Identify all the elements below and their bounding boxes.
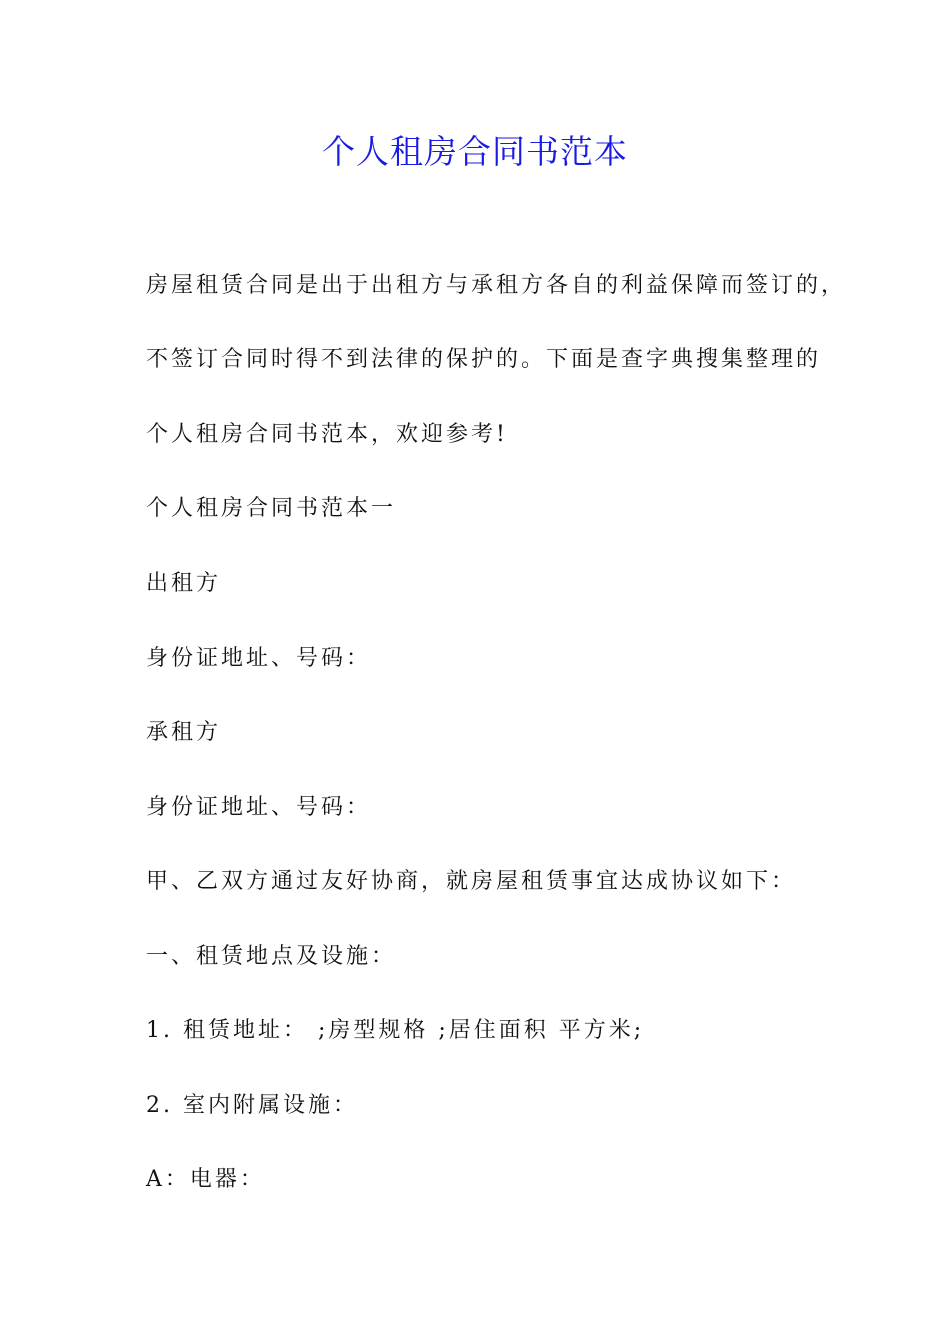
clause-1-item-2: 2. 室内附属设施：: [146, 1093, 358, 1118]
clause-1-item-a: A：电器：: [146, 1167, 265, 1192]
section-heading: 个人租房合同书范本一: [146, 496, 397, 521]
document-title: 个人租房合同书范本: [322, 132, 628, 171]
agreement-intro: 甲、乙双方通过友好协商，就房屋租赁事宜达成协议如下：: [146, 869, 797, 894]
lessor-label: 出租方: [146, 571, 222, 596]
intro-line-3: 个人租房合同书范本，欢迎参考!: [146, 422, 508, 447]
clause-1-item-1: 1. 租赁地址： ;房型规格 ;居住面积 平方米;: [146, 1018, 645, 1043]
intro-line-1: 房屋租赁合同是出于出租方与承租方各自的利益保障而签订的，: [146, 273, 847, 298]
clause-1-heading: 一、租赁地点及设施：: [146, 944, 397, 969]
lessee-id-label: 身份证地址、号码：: [146, 795, 372, 820]
lessee-label: 承租方: [146, 720, 222, 745]
intro-line-2: 不签订合同时得不到法律的保护的。下面是查字典搜集整理的: [146, 347, 822, 372]
lessor-id-label: 身份证地址、号码：: [146, 646, 372, 671]
